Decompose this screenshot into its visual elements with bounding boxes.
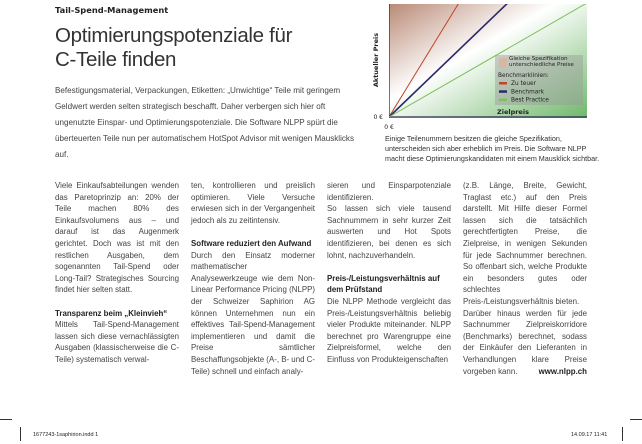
column-3: [327, 180, 451, 366]
legend-swatch: [499, 90, 507, 93]
paragraph: Durch den Einsatz moderner mathematischer Analysewerkzeuge wie dem Non-Linear Performance Pricing (NLPP) der Schweizer Saphirion AG können Unternehmen nun ein effektives Tail-Spend-Management implementieren und damit die Preise sämtlicher Beschaffungsobjekte (A-, B- und C-Teile) schnell und einfach analy-: [191, 250, 315, 376]
title-line-1: Optimierungspotenziale für: [55, 24, 293, 47]
subheading: Software reduziert den Aufwand: [191, 238, 312, 248]
footer-date: 14.09.17 11:41: [571, 432, 608, 438]
subheading: Transparenz beim „Kleinvieh“: [55, 308, 168, 318]
x-tick-label: 0 €: [384, 124, 394, 131]
paragraph: ten, kontrollieren und preislich optimieren. Viele Versuche erwiesen sich in der Vergangenheit jedoch als zu zeitintensiv.: [191, 181, 315, 225]
legend-band-label: Gleiche Spezifikation unterschiedliche Preise: [509, 56, 574, 68]
legend-entry: Best Practice: [511, 97, 549, 104]
paragraph: sieren und Einsparpotenziale identifizieren.: [327, 181, 451, 202]
crop-mark: [0, 419, 12, 420]
subheading: Preis-/Leistungsverhältnis auf dem Prüfstand: [327, 273, 440, 295]
crop-mark: [622, 427, 623, 441]
title-line-2: C-Teile finden: [55, 48, 177, 71]
section-kicker: Tail-Spend-Management: [55, 5, 169, 15]
legend-entry: Benchmark: [511, 89, 545, 96]
crop-mark: [20, 427, 21, 441]
legend-title: Benchmarklinien:: [498, 73, 549, 79]
column-2: [191, 180, 315, 377]
legend-swatch: [499, 99, 507, 102]
intro-paragraph: Befestigungsmaterial, Verpackungen, Etiketten: „Unwichtige“ Teile mit geringem Geldwert werden selten strategisch beschafft. Daher verbergen sich hier oft ungenutzte Einspar- und Optimierungspotenziale. Die Software NLPP spürt die überteuerten Teile nun per automatischem HotSpot Advisor mit wenigen Mausklicks auf.: [55, 86, 355, 159]
y-axis-label: Aktueller Preis: [372, 32, 380, 88]
chart-caption: Einige Teilenummern besitzen die gleiche Spezifikation, unterscheiden sich aber erheblich im Preis. Die Software NLPP macht diese Optimierungskandidaten mit einem Mausklick sichtbar.: [385, 134, 600, 163]
y-tick-label: 0 €: [373, 114, 383, 121]
paragraph: Viele Einkaufsabteilungen wenden das Paretoprinzip an: 20% der Teile machen 80% des Einkaufsvolumens aus – und darauf ist das Augenmerk gerichtet. Doch was ist mit den restlichen Ausgaben, dem sogenannten Tail-Spend oder Long-Tail? Strategisches Sourcing findet hier selten statt.: [55, 181, 179, 295]
website-link[interactable]: www.nlpp.ch: [538, 366, 587, 376]
paragraph: Die NLPP Methode vergleicht das Preis-/Leistungsverhältnis beliebig vieler Produkte miteinander. NLPP berechnet pro Warengruppe eine Zielpreisformel, welche den Einfluss von Produkteigenschaften: [327, 296, 451, 364]
crop-mark: [630, 419, 642, 420]
legend: [495, 55, 583, 105]
paragraph: So lassen sich viele tausend Sachnummern in sehr kurzer Zeit auswerten und Hot Spots identifizieren, bei denen es sich lohnt, nachzuverhandeln.: [327, 204, 451, 260]
column-1: [55, 180, 179, 366]
paragraph: (z.B. Länge, Breite, Gewicht, Traglast etc.) auf den Preis darstellt. Mit Hilfe dieser Formel lassen sich die tatsächlich gerechtfertigten Preise, die Zielpreise, in wenigen Sekunden für jede Sachnummer berechnen. So offenbart sich, welche Produkte ein besonders gutes oder schlechtes Preis-/Leistungsverhältnis bieten.: [463, 181, 587, 306]
x-axis-label: Zielpreis: [497, 108, 529, 116]
footer-file: 1677243-1saphirion.indd 1: [33, 432, 99, 438]
legend-entry: Zu teuer: [511, 81, 536, 87]
column-4: [463, 180, 587, 377]
paragraph: Mittels Tail-Spend-Management lassen sich diese vernachlässigten Ausgaben (klassischerweise die C-Teile) systematisch verwal-: [55, 320, 179, 364]
paragraph: Darüber hinaus werden für jede Sachnummer Zielpreiskorridore (Benchmarks) berechnet, sodass der Einkäufer den Lieferanten in Verhandlungen klare Preise vorgeben kann.: [463, 308, 587, 376]
legend-swatch: [499, 82, 507, 85]
price-chart: [362, 0, 602, 135]
article-title: [55, 24, 292, 72]
